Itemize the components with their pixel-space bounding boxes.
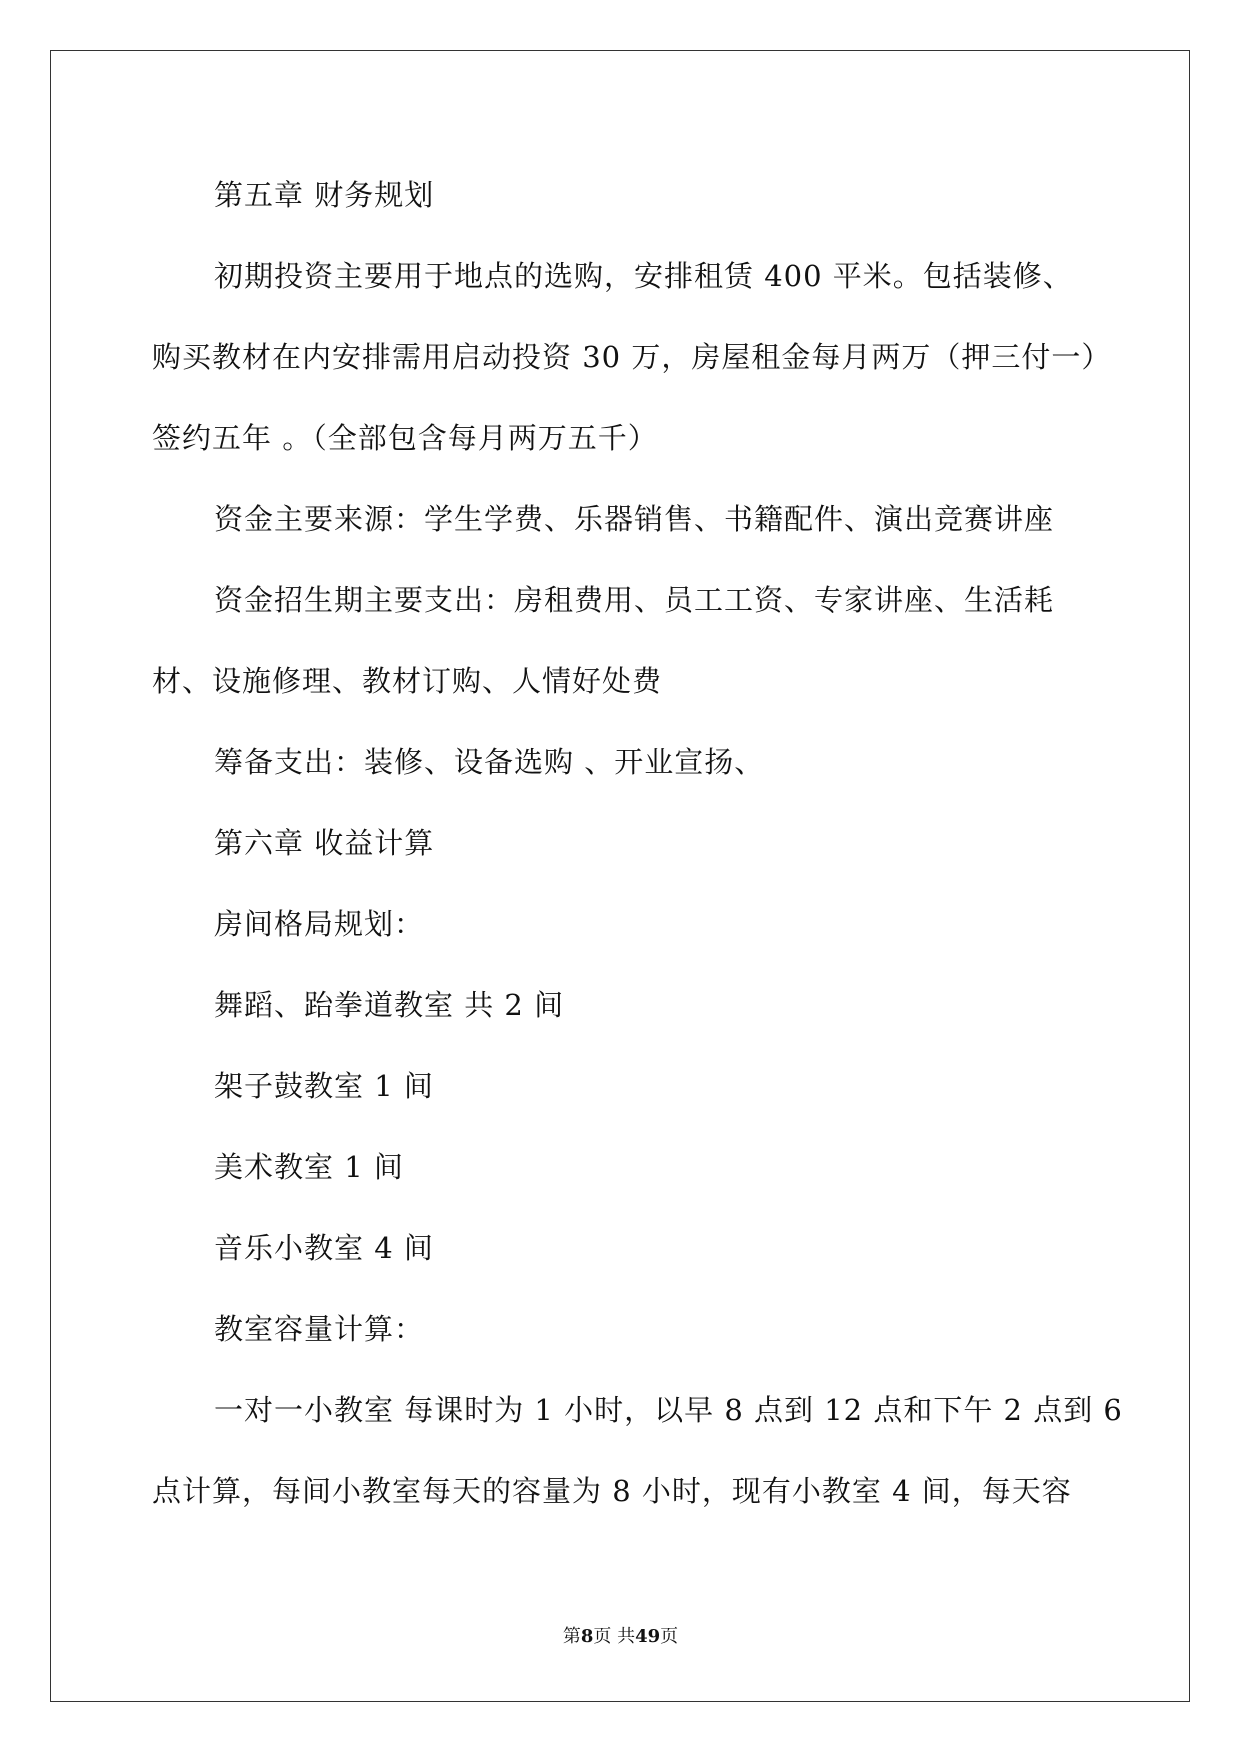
line-13: 美术教室 1 间	[214, 1150, 404, 1184]
line-14: 音乐小教室 4 间	[214, 1231, 434, 1265]
footer-prefix: 第	[562, 1626, 581, 1647]
line-1: 第五章 财务规划	[214, 178, 435, 212]
line-10: 房间格局规划：	[214, 907, 425, 941]
line-16: 一对一小教室 每课时为 1 小时，以早 8 点到 12 点和下午 2 点到 6	[214, 1393, 1123, 1427]
line-12: 架子鼓教室 1 间	[214, 1069, 434, 1103]
line-3: 购买教材在内安排需用启动投资 30 万，房屋租金每月两万（押三付一）	[152, 340, 1112, 374]
line-17: 点计算，每间小教室每天的容量为 8 小时，现有小教室 4 间，每天容	[152, 1474, 1072, 1508]
line-4: 签约五年 。（全部包含每月两万五千）	[152, 421, 658, 455]
line-8: 筹备支出：装修、设备选购 、开业宣扬、	[214, 745, 765, 779]
line-6: 资金招生期主要支出：房租费用、员工工资、专家讲座、生活耗	[214, 583, 1055, 617]
footer-total-pages: 49	[635, 1626, 661, 1647]
line-15: 教室容量计算：	[214, 1312, 425, 1346]
footer-mid: 页 共	[593, 1626, 636, 1647]
footer-page-number: 8	[580, 1626, 594, 1647]
page-footer	[0, 1622, 1241, 1648]
line-5: 资金主要来源：学生学费、乐器销售、书籍配件、演出竞赛讲座	[214, 502, 1055, 536]
line-2: 初期投资主要用于地点的选购，安排租赁 400 平米。包括装修、	[214, 259, 1073, 293]
line-9: 第六章 收益计算	[214, 826, 435, 860]
line-7: 材、设施修理、教材订购、人情好处费	[152, 664, 663, 698]
line-11: 舞蹈、跆拳道教室 共 2 间	[214, 988, 565, 1022]
footer-suffix: 页	[660, 1626, 679, 1647]
document-body	[152, 155, 1123, 1532]
